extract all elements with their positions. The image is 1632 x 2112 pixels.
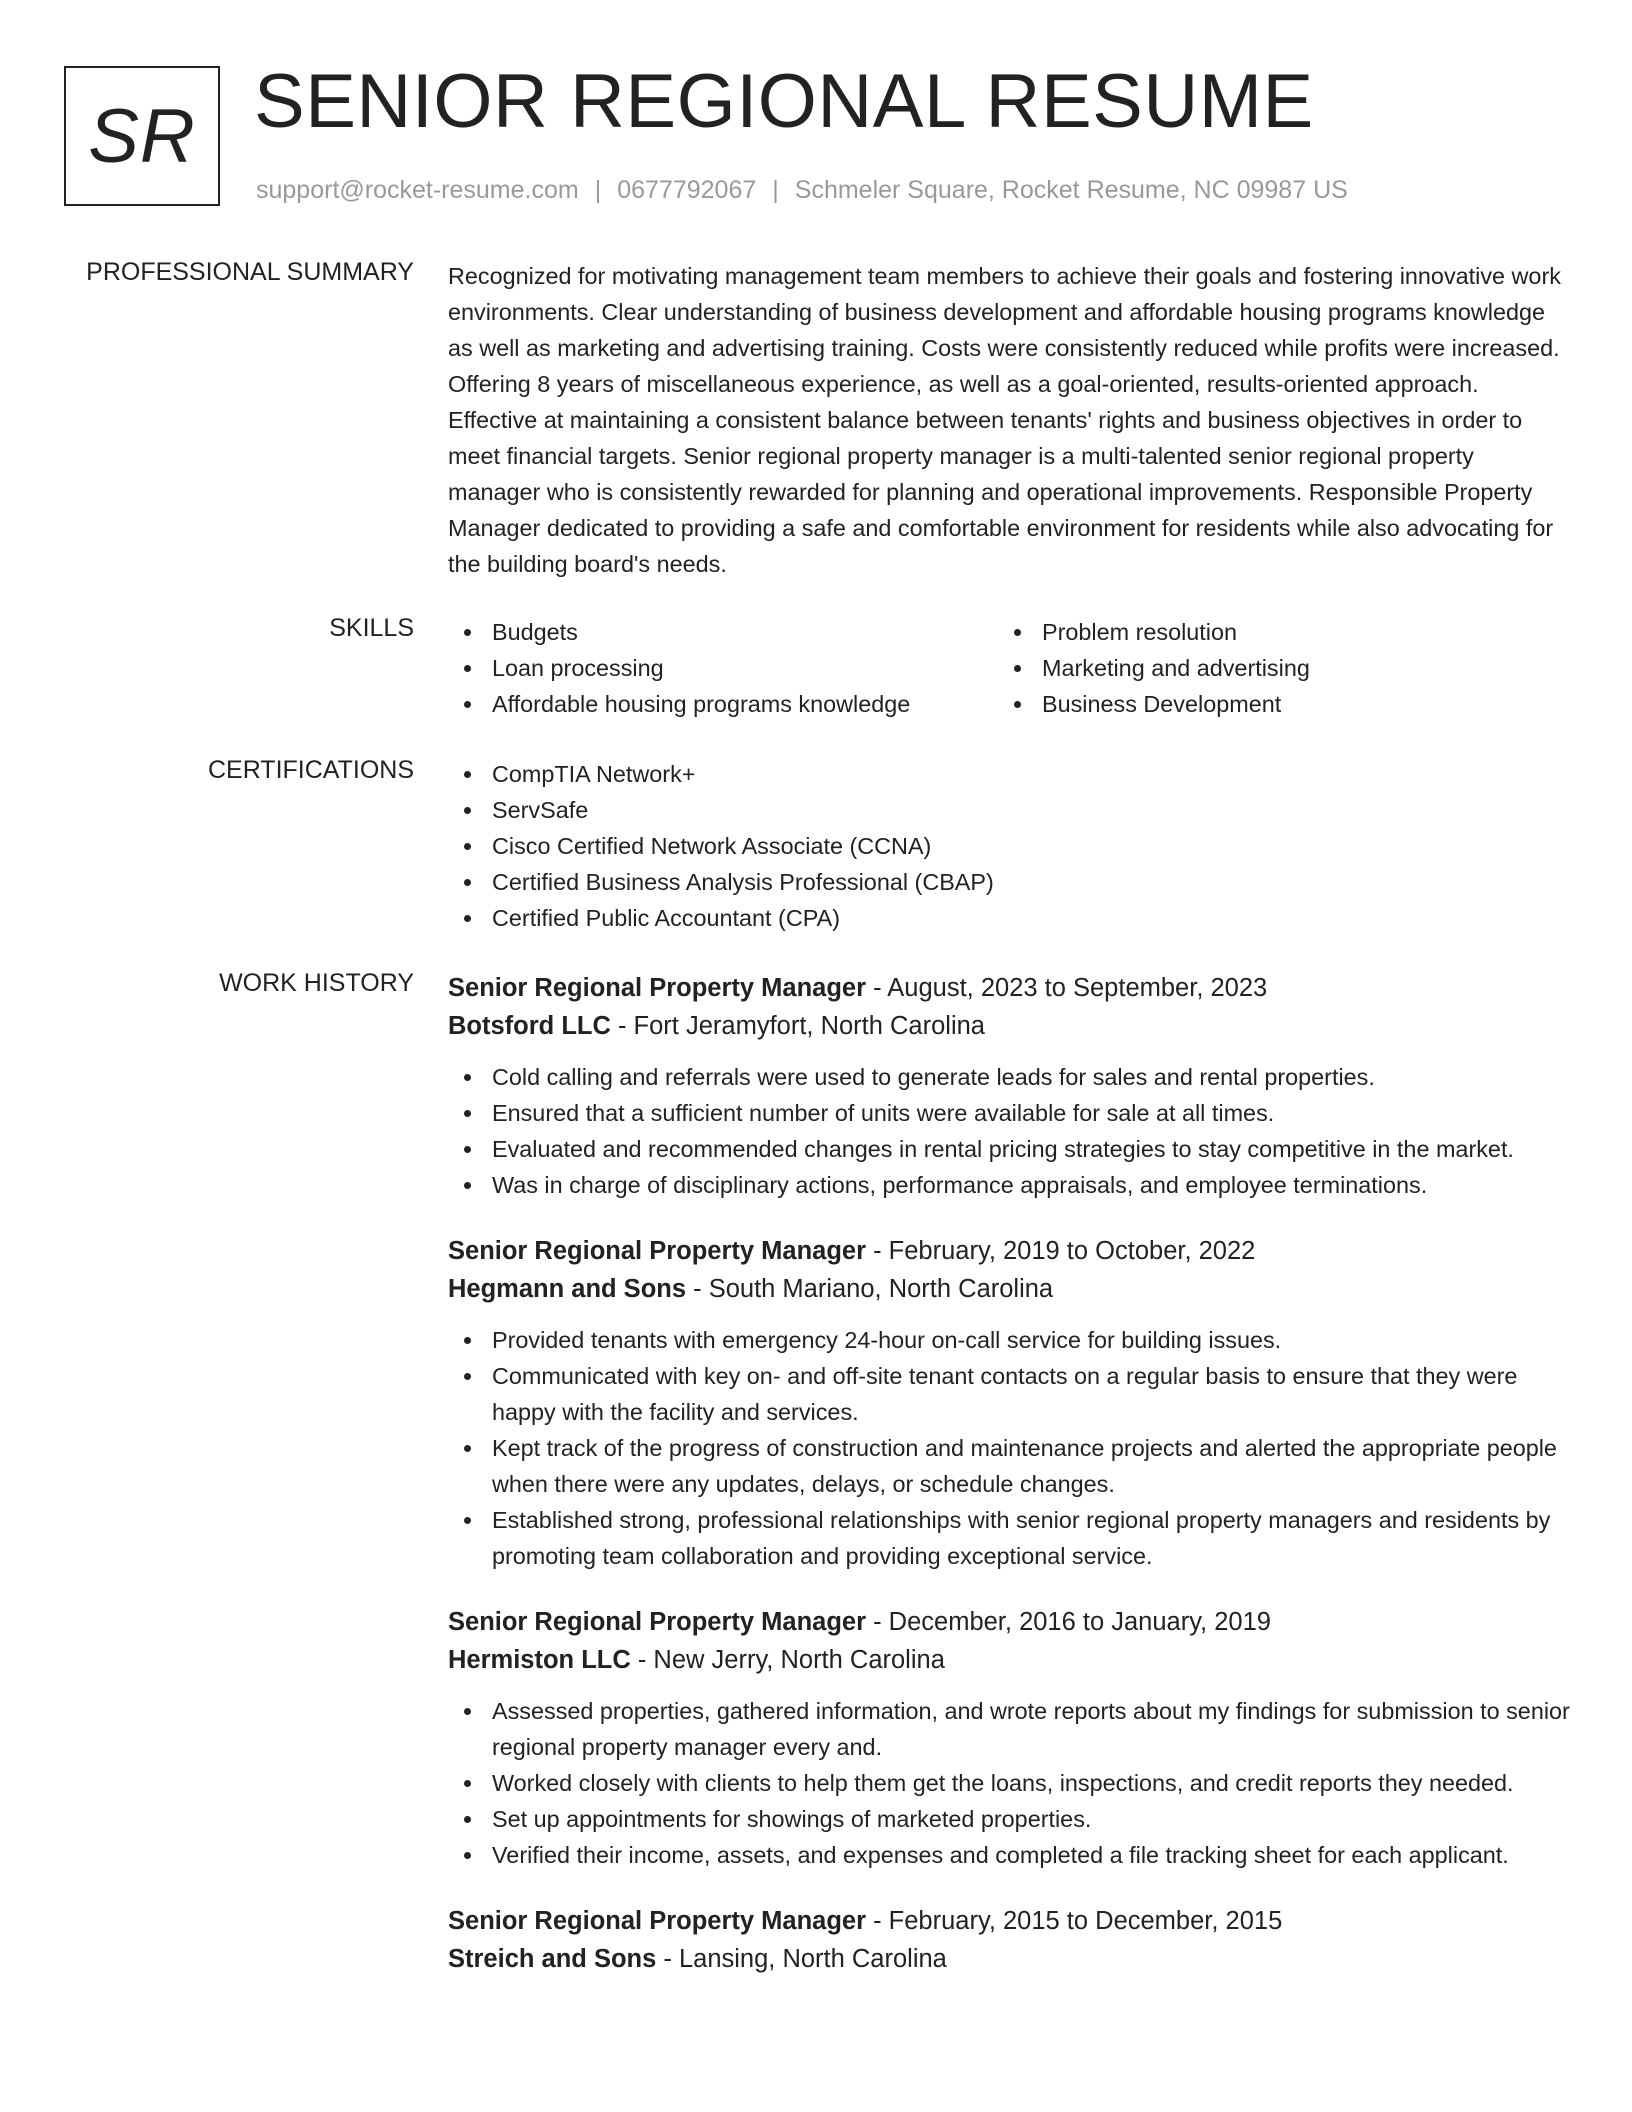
skills-column-1 [448, 614, 998, 722]
job-company: Botsford LLC [448, 1012, 611, 1040]
job-dates: - February, 2015 to December, 2015 [866, 1907, 1283, 1935]
job-location: - New Jerry, North Carolina [630, 1646, 945, 1674]
job-location: - South Mariano, North Carolina [686, 1275, 1054, 1303]
contact-separator: | [594, 176, 602, 204]
job-title-line [448, 969, 1570, 1007]
job-company-line [448, 1940, 1570, 1978]
job-bullet: Verified their income, assets, and expenses and completed a file tracking sheet for each applicant. [448, 1837, 1570, 1873]
certifications-heading: CERTIFICATIONS [207, 756, 414, 784]
job-title-line [448, 1232, 1570, 1270]
job-bullets [448, 1059, 1570, 1203]
contact-line [256, 176, 1348, 205]
job-title: Senior Regional Property Manager [448, 1608, 867, 1636]
job-entry [448, 969, 1570, 1203]
job-bullets [448, 1322, 1570, 1574]
certification-item: Cisco Certified Network Associate (CCNA) [448, 828, 1570, 864]
job-dates: - August, 2023 to September, 2023 [866, 974, 1268, 1002]
job-title: Senior Regional Property Manager [448, 1237, 867, 1265]
job-bullet: Assessed properties, gathered information, and wrote reports about my findings for submission to senior regional property manager every and. [448, 1693, 1570, 1765]
job-company-line [448, 1007, 1570, 1045]
contact-address: Schmeler Square, Rocket Resume, NC 09987 US [794, 176, 1348, 204]
job-bullet: Cold calling and referrals were used to generate leads for sales and rental properties. [448, 1059, 1570, 1095]
job-title: Senior Regional Property Manager [448, 1907, 867, 1935]
certifications-list [448, 756, 1570, 936]
contact-email[interactable]: support@rocket-resume.com [256, 176, 579, 204]
work-history-heading: WORK HISTORY [219, 969, 414, 997]
summary-heading: PROFESSIONAL SUMMARY [86, 258, 414, 286]
skill-item: Marketing and advertising [998, 650, 1548, 686]
job-entry [448, 1232, 1570, 1574]
skills-column-2 [998, 614, 1548, 722]
job-bullet: Worked closely with clients to help them get the loans, inspections, and credit reports they needed. [448, 1765, 1570, 1801]
job-company: Hermiston LLC [448, 1646, 631, 1674]
skill-item: Loan processing [448, 650, 998, 686]
contact-separator: | [772, 176, 779, 204]
job-bullet: Provided tenants with emergency 24-hour on-call service for building issues. [448, 1322, 1570, 1358]
skill-item: Budgets [448, 614, 998, 650]
job-company: Hegmann and Sons [448, 1275, 687, 1303]
job-title-line [448, 1902, 1570, 1940]
job-bullet: Was in charge of disciplinary actions, performance appraisals, and employee terminations. [448, 1167, 1570, 1203]
job-bullet: Kept track of the progress of construction and maintenance projects and alerted the appropriate people when there were any updates, delays, or schedule changes. [448, 1430, 1570, 1502]
job-title-line [448, 1603, 1570, 1641]
job-bullet: Ensured that a sufficient number of units were available for sale at all times. [448, 1095, 1570, 1131]
skills-grid [448, 614, 1570, 722]
skills-heading: SKILLS [329, 614, 414, 642]
job-bullets [448, 1693, 1570, 1873]
job-title: Senior Regional Property Manager [448, 974, 867, 1002]
certification-item: Certified Public Accountant (CPA) [448, 900, 1570, 936]
resume-title: SENIOR REGIONAL RESUME [254, 59, 1314, 144]
job-company-line [448, 1641, 1570, 1679]
job-company: Streich and Sons [448, 1945, 657, 1973]
summary-text: Recognized for motivating management team members to achieve their goals and fostering innovative work environments. Clear understanding of business development and affordable housing programs knowledge as well as marketing and advertising training. Costs were consistently reduced while profits were increased. Offering 8 years of miscellaneous experience, as well as a goal-oriented, results-oriented approach. Effective at maintaining a consistent balance between tenants' rights and business objectives in order to meet financial targets. Senior regional property manager is a multi-talented senior regional property manager who is consistently rewarded for planning and operational improvements. Responsible Property Manager dedicated to providing a safe and comfortable environment for residents while also advocating for the building board's needs. [448, 263, 1561, 577]
job-bullet: Evaluated and recommended changes in rental pricing strategies to stay competitive in the market. [448, 1131, 1570, 1167]
job-entry [448, 1603, 1570, 1873]
certification-item: CompTIA Network+ [448, 756, 1570, 792]
certification-item: Certified Business Analysis Professional (CBAP) [448, 864, 1570, 900]
job-bullet: Set up appointments for showings of marketed properties. [448, 1801, 1570, 1837]
certification-item: ServSafe [448, 792, 1570, 828]
job-bullet: Communicated with key on- and off-site tenant contacts on a regular basis to ensure that they were happy with the facility and services. [448, 1358, 1570, 1430]
job-bullet: Established strong, professional relationships with senior regional property managers and residents by promoting team collaboration and providing exceptional service. [448, 1502, 1570, 1574]
job-entry [448, 1902, 1570, 1978]
skill-item: Problem resolution [998, 614, 1548, 650]
job-location: - Fort Jeramyfort, North Carolina [610, 1012, 985, 1040]
skill-item: Affordable housing programs knowledge [448, 686, 998, 722]
job-dates: - February, 2019 to October, 2022 [866, 1237, 1256, 1265]
monogram-logo: SR [64, 66, 220, 206]
work-history-body [448, 969, 1570, 2007]
contact-phone[interactable]: 0677792067 [617, 176, 757, 204]
job-dates: - December, 2016 to January, 2019 [866, 1608, 1271, 1636]
job-location: - Lansing, North Carolina [656, 1945, 947, 1973]
skill-item: Business Development [998, 686, 1548, 722]
certifications-body [448, 756, 1570, 936]
job-company-line [448, 1270, 1570, 1308]
